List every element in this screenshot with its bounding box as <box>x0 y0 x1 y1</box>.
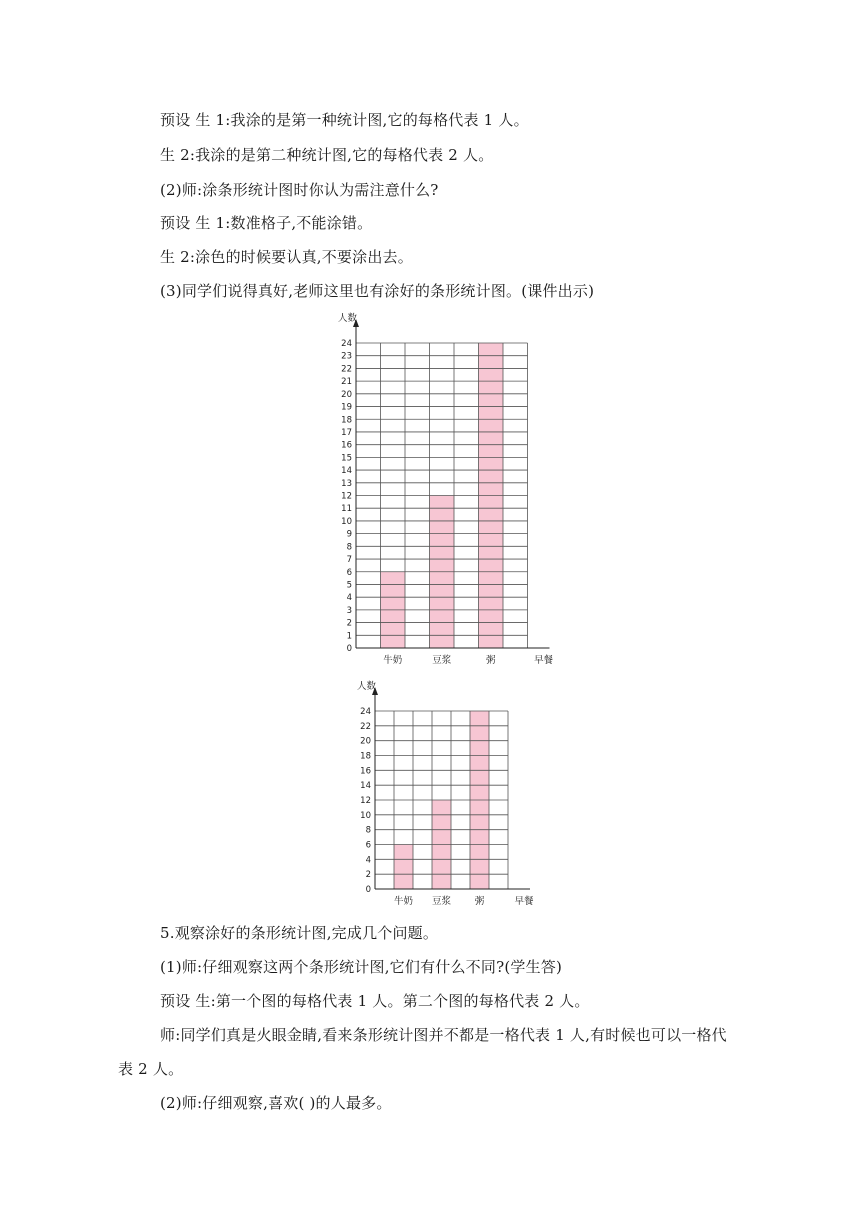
text-line: 生 2:涂色的时候要认真,不要涂出去。 <box>160 248 413 266</box>
text-line: (2)师:仔细观察,喜欢( )的人最多。 <box>160 1094 392 1112</box>
x-category-label: 豆浆 <box>431 896 452 907</box>
y-tick-label: 7 <box>346 555 352 566</box>
bar-chart-2 <box>340 672 550 912</box>
y-axis-label: 人数 <box>357 681 377 692</box>
y-tick-label: 22 <box>341 364 352 375</box>
y-tick-label: 8 <box>365 825 371 836</box>
y-tick-label: 2 <box>346 618 352 629</box>
y-tick-label: 8 <box>346 542 352 553</box>
x-axis-label: 早餐 <box>514 896 534 907</box>
y-tick-label: 0 <box>365 885 371 895</box>
y-tick-label: 1 <box>346 631 352 642</box>
y-tick-label: 16 <box>341 440 352 451</box>
x-axis-label: 早餐 <box>533 655 554 666</box>
text-line: 预设 生 1:数准格子,不能涂错。 <box>160 214 373 232</box>
x-category-label: 牛奶 <box>393 896 414 907</box>
y-tick-label: 16 <box>360 766 371 777</box>
text-line: 预设 生 1:我涂的是第一种统计图,它的每格代表 1 人。 <box>160 111 529 129</box>
text-line: (3)同学们说得真好,老师这里也有涂好的条形统计图。(课件出示) <box>160 282 595 300</box>
y-tick-label: 4 <box>346 593 352 604</box>
y-tick-label: 13 <box>341 478 352 489</box>
text-line: 预设 生:第一个图的每格代表 1 人。第二个图的每格代表 2 人。 <box>160 992 590 1010</box>
text-line: 5.观察涂好的条形统计图,完成几个问题。 <box>160 924 439 942</box>
bar-chart-1 <box>330 308 560 668</box>
y-tick-label: 0 <box>346 644 352 654</box>
bar <box>394 845 413 890</box>
y-tick-label: 6 <box>365 840 371 851</box>
y-tick-label: 9 <box>346 529 352 540</box>
y-tick-label: 18 <box>341 415 352 426</box>
y-tick-label: 12 <box>360 796 371 806</box>
y-tick-label: 3 <box>346 605 352 616</box>
y-tick-label: 20 <box>360 736 371 747</box>
y-tick-label: 10 <box>341 516 352 527</box>
y-tick-label: 14 <box>360 781 371 792</box>
y-tick-label: 23 <box>341 351 352 362</box>
text-line: (2)师:涂条形统计图时你认为需注意什么? <box>160 181 439 199</box>
y-tick-label: 22 <box>360 721 371 732</box>
y-tick-label: 4 <box>365 855 371 866</box>
y-tick-label: 11 <box>341 504 352 515</box>
y-tick-label: 2 <box>365 870 371 881</box>
y-tick-label: 24 <box>360 707 371 717</box>
y-tick-label: 5 <box>346 580 352 591</box>
y-tick-label: 19 <box>341 402 352 413</box>
y-tick-label: 15 <box>341 453 352 464</box>
text-line: 生 2:我涂的是第二种统计图,它的每格代表 2 人。 <box>160 146 494 164</box>
y-tick-label: 10 <box>360 810 371 821</box>
y-tick-label: 18 <box>360 751 371 762</box>
text-line: (1)师:仔细观察这两个条形统计图,它们有什么不同?(学生答) <box>160 958 563 976</box>
x-category-label: 豆浆 <box>432 655 452 666</box>
y-tick-label: 14 <box>341 466 352 477</box>
x-category-label: 牛奶 <box>383 655 403 666</box>
text-line: 师:同学们真是火眼金睛,看来条形统计图并不都是一格代表 1 人,有时候也可以一格代 <box>160 1026 727 1044</box>
y-axis-label: 人数 <box>338 313 358 324</box>
y-tick-label: 21 <box>341 377 352 388</box>
y-tick-label: 12 <box>341 491 352 502</box>
y-tick-label: 20 <box>341 389 352 400</box>
text-line: 表 2 人。 <box>118 1060 184 1078</box>
x-category-label: 粥 <box>474 896 485 907</box>
y-tick-label: 24 <box>341 339 352 349</box>
x-category-label: 粥 <box>485 655 496 666</box>
y-tick-label: 17 <box>341 427 352 438</box>
y-tick-label: 6 <box>346 567 352 578</box>
